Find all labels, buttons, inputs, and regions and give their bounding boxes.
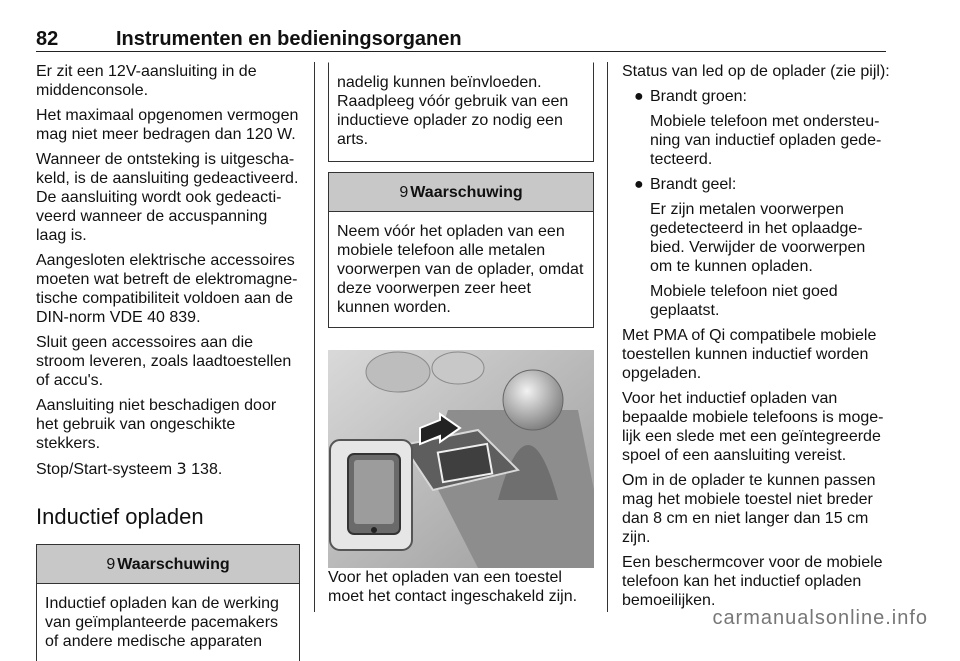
warning-text: Neem vóór het opladen van een mobiele telefoon alle metalen voorwerpen van de oplader, omdat deze voorwerpen zeer heet kunnen worden. (337, 223, 584, 316)
header-divider (36, 51, 886, 52)
paragraph: Aansluiting niet beschadigen door het gebruik van ongeschikte stekkers. (36, 397, 277, 452)
page-number: 82 (36, 28, 59, 50)
paragraph: Aangesloten elektrische accessoires moeten wat betreft de elektromagne-tische compatibiliteit voldoen aan de DIN-norm VDE 40 839. (36, 252, 298, 326)
paragraph: Voor het inductief opladen van bepaalde mobiele telefoons is moge-lijk een slede met een geïntegreerde spoel of een aansluiting vereist. (622, 390, 884, 464)
paragraph: Met PMA of Qi compatibele mobiele toestellen kunnen inductief worden opgeladen. (622, 327, 877, 382)
paragraph: Wanneer de ontsteking is uitgescha-keld, is de aansluiting gedeactiveerd. De aansluiting wordt ook gedeacti-veerd wanneer de accuspanning laag is. (36, 151, 299, 244)
column-right (622, 62, 890, 616)
warning-triangle-icon: 9 (106, 555, 116, 573)
warning-title: Waarschuwing (117, 555, 230, 573)
bullet-icon: ● (634, 88, 644, 105)
led-status-list (622, 175, 890, 194)
page-title: Instrumenten en bedieningsorganen (116, 28, 462, 50)
list-item-label: Brandt geel: (650, 176, 737, 193)
warning-triangle-icon: 9 (399, 183, 409, 201)
list-item-detail: Mobiele telefoon met ondersteu-ning van inductief opladen gede-tecteerd. (650, 113, 882, 168)
warning-box (328, 172, 594, 328)
charger-illustration (328, 350, 594, 568)
paragraph: Een beschermcover voor de mobiele telefoon kan het inductief opladen bemoeilijken. (622, 554, 883, 609)
warning-title: Waarschuwing (410, 183, 523, 201)
list-item-detail: Er zijn metalen voorwerpen gedetecteerd in het oplaadge-bied. Verwijder de voorwerpen om te kunnen opladen. (650, 201, 866, 275)
bullet-icon: ● (634, 176, 644, 193)
warning-continuation: nadelig kunnen beïnvloeden. Raadpleeg vóór gebruik van een inductieve oplader zo nodig een arts. (328, 62, 594, 162)
xref-text: Stop/Start-systeem (36, 461, 173, 478)
column-left (36, 62, 300, 661)
charger-illustration-svg (328, 350, 594, 568)
paragraph: Sluit geen accessoires aan die stroom leveren, zoals laadtoestellen of accu's. (36, 334, 292, 389)
led-status-list (622, 87, 890, 106)
column-divider-1 (314, 62, 315, 612)
list-item (622, 175, 890, 194)
xref-arrow-icon: 3 (176, 459, 187, 478)
xref-page: 138. (191, 461, 223, 478)
illustration-caption: Voor het opladen van een toestel moet het contact ingeschakeld zijn. (328, 569, 578, 605)
column-middle (328, 62, 594, 612)
paragraph: Status van led op de oplader (zie pijl): (622, 63, 890, 80)
warning-box (36, 544, 300, 661)
warning-text: Inductief opladen kan de werking van geïmplanteerde pacemakers of andere medische apparaten (45, 595, 279, 650)
section-title: Inductief opladen (36, 504, 204, 529)
list-item-label: Brandt groen: (650, 88, 747, 105)
watermark: carmanualsonline.info (712, 607, 928, 629)
paragraph: Het maximaal opgenomen vermogen mag niet meer bedragen dan 120 W. (36, 107, 299, 143)
cross-reference[interactable] (36, 459, 300, 479)
list-item-detail: Mobiele telefoon niet goed geplaatst. (650, 283, 838, 319)
warning-header (37, 545, 299, 584)
paragraph: Om in de oplader te kunnen passen mag het mobiele toestel niet breder dan 8 cm en niet langer dan 15 cm zijn. (622, 472, 876, 546)
paragraph: Er zit een 12V-aansluiting in de middenconsole. (36, 63, 257, 99)
warning-header (329, 173, 593, 212)
list-item (622, 87, 890, 106)
column-divider-2 (607, 62, 608, 612)
